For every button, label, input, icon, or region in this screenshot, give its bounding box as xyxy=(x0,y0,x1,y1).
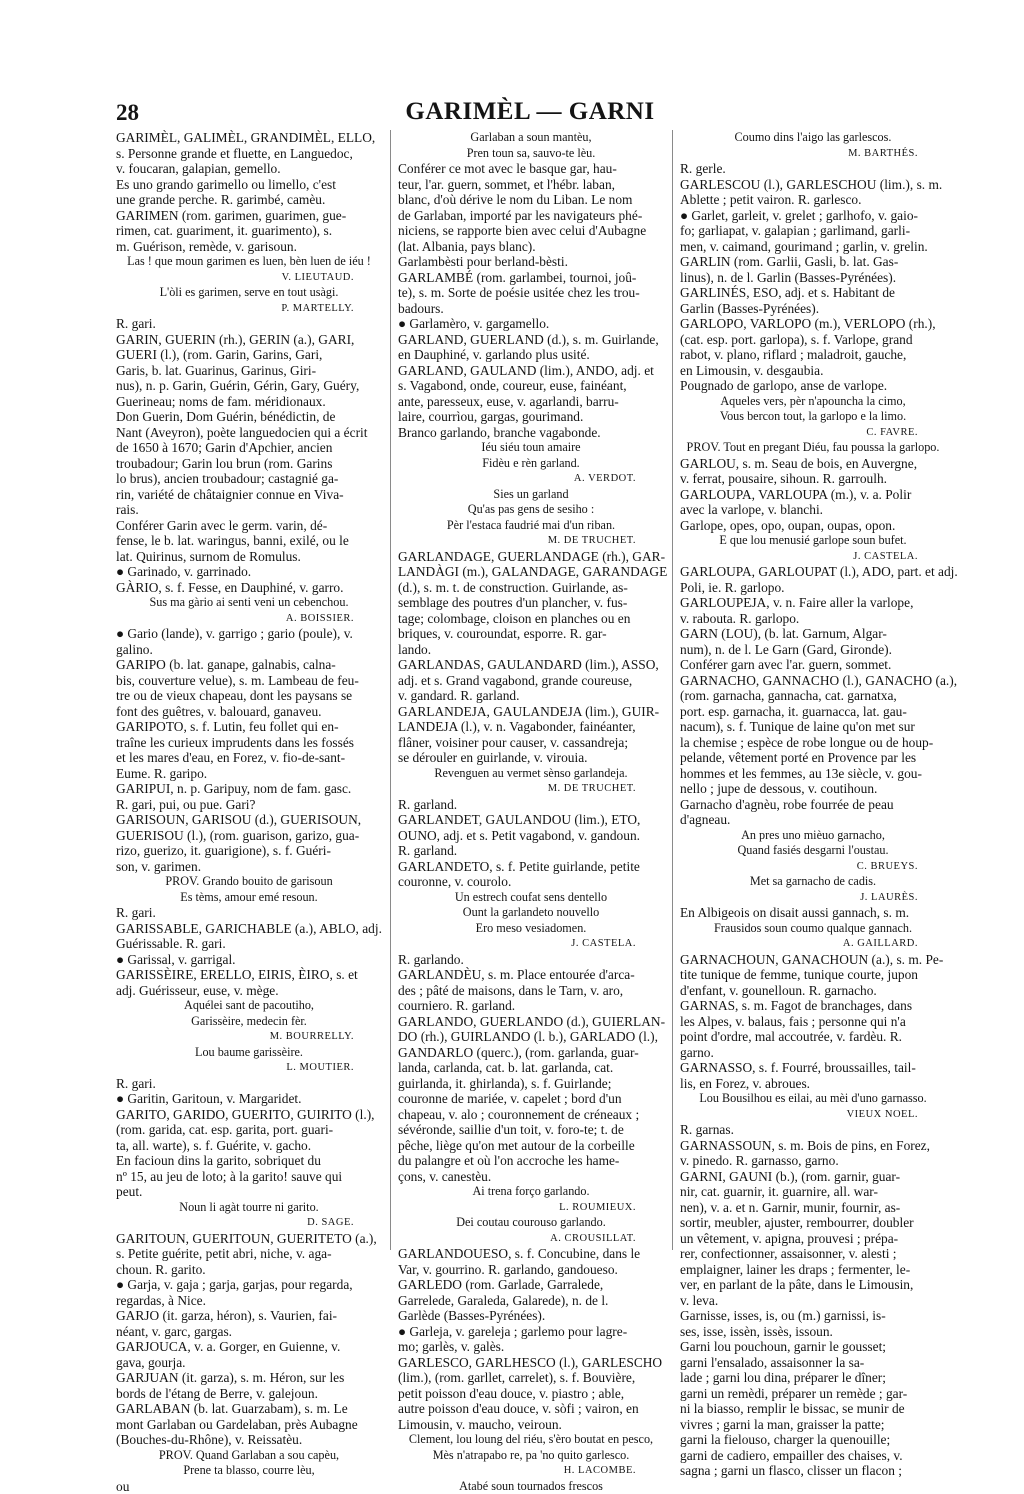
entry-line: GARLANDÈU, s. m. Place entourée d'arca- xyxy=(398,967,664,983)
quotation-author: C. FAVRE. xyxy=(680,425,946,441)
entry-line: GARIMEN (rom. garimen, guarimen, gue- xyxy=(116,208,382,224)
entry-line: Garnacho d'agnèu, robe fourrée de peau xyxy=(680,797,946,813)
entry-line: teur, l'ar. guern, sommet, et l'hébr. laban, xyxy=(398,177,664,193)
entry-line: GARLAND, GUERLAND (d.), s. m. Guirlande, xyxy=(398,332,664,348)
entry-line: emplaigner, lainer les draps ; fermenter, le- xyxy=(680,1262,946,1278)
quotation-line: Fidèu e rèn garland. xyxy=(398,456,664,472)
quotation-author: J. LAURÈS. xyxy=(680,890,946,906)
entry-line: çons, v. canestèu. xyxy=(398,1169,664,1185)
entry-line: num), n. de l. Le Garn (Gard, Gironde). xyxy=(680,642,946,658)
entry-line: Garlède (Basses-Pyrénées). xyxy=(398,1308,664,1324)
entry-line: garni l'ensalado, assaisonner la sa- xyxy=(680,1355,946,1371)
quotation-line: Garissèire, medecin fèr. xyxy=(116,1014,382,1030)
entry-line: linus), n. de l. Garlin (Basses-Pyrénées). xyxy=(680,270,946,286)
entry-line: ante, paresseux, euse, v. agarlandi, barru- xyxy=(398,394,664,410)
entry-line: R. garlando. xyxy=(398,952,664,968)
entry-line: rabot, v. plano, riflard ; maladroit, gauche, xyxy=(680,347,946,363)
entry-line: GARLOU, s. m. Seau de bois, en Auvergne, xyxy=(680,456,946,472)
entry-line: GÀRIO, s. f. Fesse, en Dauphiné, v. garro. xyxy=(116,580,382,596)
entry-line: GARLEDO (rom. Garlade, Garralede, xyxy=(398,1277,664,1293)
entry-line: ou xyxy=(116,1479,382,1494)
entry-line: briques, v. couroundat, esporre. R. gar- xyxy=(398,626,664,642)
entry-line: Poli, ie. R. garlopo. xyxy=(680,580,946,596)
entry-line: nus), n. p. Garin, Guérin, Gérin, Gary, Guéry, xyxy=(116,378,382,394)
entry-line: m. Guérison, remède, v. garisoun. xyxy=(116,239,382,255)
running-title: GARIMÈL — GARNI xyxy=(116,98,944,126)
entry-line: GARLAMBÉ (rom. garlambei, tournoi, joû- xyxy=(398,270,664,286)
entry-line: nacum), s. f. Tunique de laine qu'on met sur xyxy=(680,719,946,735)
entry-line: (lat. Albania, pays blanc). xyxy=(398,239,664,255)
entry-line: bords de l'étang de Berre, v. galejoun. xyxy=(116,1386,382,1402)
entry-line: Guérissable. R. gari. xyxy=(116,936,382,952)
quotation-line: Un estrech coufat sens dentello xyxy=(398,890,664,906)
entry-line: garni la fielouso, charger la quenouille; xyxy=(680,1432,946,1448)
entry-line: s. Vagabond, onde, coureur, euse, fainéant, xyxy=(398,378,664,394)
column-divider xyxy=(672,130,673,1250)
entry-line: v. rabouta. R. garlopo. xyxy=(680,611,946,627)
quotation-line: Pèr l'estaca faudrié mai d'un riban. xyxy=(398,518,664,534)
entry-line: ver, en parlant de la pâte, dans le Limousin, xyxy=(680,1277,946,1293)
quotation-line: Coumo dins l'aigo las garlescos. xyxy=(680,130,946,146)
entry-line: en Limousin, v. desgaubia. xyxy=(680,363,946,379)
quotation-author: L. ROUMIEUX. xyxy=(398,1200,664,1216)
entry-line: rimen, cat. guariment, it. guarimento), s. xyxy=(116,223,382,239)
quotation-line: Frausidos soun coumo qualque gannach. xyxy=(680,921,946,937)
entry-line: GARLOUPEJA, v. n. Faire aller la varlope, xyxy=(680,595,946,611)
entry-line: Don Guerin, Dom Guérin, bénédictin, de xyxy=(116,409,382,425)
entry-line: du palangre et où l'on accroche les hame- xyxy=(398,1153,664,1169)
entry-line: pêche, liège qu'on met autour de la corbeille xyxy=(398,1138,664,1154)
quotation-author: L. MOUTIER. xyxy=(116,1060,382,1076)
entry-line: port. esp. garnacha, it. guarnacca, lat. gau- xyxy=(680,704,946,720)
quotation-author: M. DE TRUCHET. xyxy=(398,533,664,549)
quotation-line: PROV. Quand Garlaban a sou capèu, xyxy=(116,1448,382,1464)
entry-line: lat. Quirinus, surnom de Romulus. xyxy=(116,549,382,565)
entry-line: d'agneau. xyxy=(680,812,946,828)
quotation-line: Dei coutau courouso garlando. xyxy=(398,1215,664,1231)
entry-line: blanc, d'où dérive le nom du Liban. Le nom xyxy=(398,192,664,208)
quotation-line: Qu'as pas gens de sesiho : xyxy=(398,502,664,518)
entry-line: tre ou de vieux chapeau, dont les paysans se xyxy=(116,688,382,704)
entry-line: GARN (LOU), (b. lat. Garnum, Algar- xyxy=(680,626,946,642)
entry-line: v. ferrat, pousaire, sihoun. R. garroulh. xyxy=(680,471,946,487)
entry-line: ● Garinado, v. garrinado. xyxy=(116,564,382,580)
entry-line: GARIPOTO, s. f. Lutin, feu follet qui en- xyxy=(116,719,382,735)
quotation-line: Quand fasiés desgarni l'oustau. xyxy=(680,843,946,859)
quotation-line: PROV. Tout en pregant Diéu, fau poussa la garlopo. xyxy=(680,440,946,456)
entry-line: GARNACHOUN, GANACHOUN (a.), s. m. Pe- xyxy=(680,952,946,968)
entry-line: GARLOPO, VARLOPO (m.), VERLOPO (rh.), xyxy=(680,316,946,332)
quotation-author: J. CASTELA. xyxy=(398,936,664,952)
quotation-author: J. CASTELA. xyxy=(680,549,946,565)
entry-line: Nant (Aveyron), poète languedocien qui a écrit xyxy=(116,425,382,441)
quotation-author: D. SAGE. xyxy=(116,1215,382,1231)
entry-line: mont Garlaban ou Gardelaban, près Aubagne xyxy=(116,1417,382,1433)
quotation-line: PROV. Grando bouito de garisoun xyxy=(116,874,382,890)
entry-line: son, v. garimen. xyxy=(116,859,382,875)
quotation-line: Sies un garland xyxy=(398,487,664,503)
entry-line: Ablette ; petit vairon. R. garlesco. xyxy=(680,192,946,208)
entry-line: R. gari. xyxy=(116,316,382,332)
quotation-line: Es tèms, amour emé resoun. xyxy=(116,890,382,906)
entry-line: landa, carlanda, cat. b. lat. garlanda, cat. xyxy=(398,1060,664,1076)
entry-line: DO (rh.), GUIRLANDO (l. b.), GARLADO (l.), xyxy=(398,1029,664,1045)
entry-line: Eume. R. garipo. xyxy=(116,766,382,782)
entry-line: GARLANDETO, s. f. Petite guirlande, petite xyxy=(398,859,664,875)
entry-line: s. Personne grande et fluette, en Languedoc, xyxy=(116,146,382,162)
entry-line: une grande perche. R. garimbé, camèu. xyxy=(116,192,382,208)
entry-line: Garlope, opes, opo, oupan, oupas, opon. xyxy=(680,518,946,534)
entry-line: autre poisson d'eau douce, v. sòfi ; vairon, en xyxy=(398,1401,664,1417)
entry-line: GARLANDET, GAULANDOU (lim.), ETO, xyxy=(398,812,664,828)
entry-line: nir, cat. guarnir, it. guarnire, all. war- xyxy=(680,1184,946,1200)
entry-line: R. gerle. xyxy=(680,161,946,177)
entry-line: galino. xyxy=(116,642,382,658)
entry-line: d'enfant, v. gounelloun. R. garnacho. xyxy=(680,983,946,999)
entry-line: mo; garlès, v. galès. xyxy=(398,1339,664,1355)
entry-line: GARLANDAS, GAULANDARD (lim.), ASSO, xyxy=(398,657,664,673)
entry-line: ● Garlet, garleit, v. grelet ; garlhofo, v. gaio- xyxy=(680,208,946,224)
entry-line: v. leva. xyxy=(680,1293,946,1309)
entry-line: (rom. garnacha, gannacha, cat. garnatxa, xyxy=(680,688,946,704)
entry-line: Conférer Garin avec le germ. varin, dé- xyxy=(116,518,382,534)
entry-line: gava, gourja. xyxy=(116,1355,382,1371)
entry-line: Garis, b. lat. Guarinus, Garinus, Giri- xyxy=(116,363,382,379)
entry-line: (lim.), (rom. garllet, carrelet), s. f. Bouvière, xyxy=(398,1370,664,1386)
entry-line: GARNAS, s. m. Fagot de branchages, dans xyxy=(680,998,946,1014)
entry-line: sagna ; garni un flasco, clisser un flacon ; xyxy=(680,1463,946,1479)
entry-line: GARISSÈIRE, ERELLO, EIRIS, ÈIRO, s. et xyxy=(116,967,382,983)
entry-line: GARNASSO, s. f. Fourré, broussailles, tail- xyxy=(680,1060,946,1076)
entry-line: Limousin, v. maucho, veiroun. xyxy=(398,1417,664,1433)
entry-line: ● Gario (lande), v. garrigo ; gario (poule), v. xyxy=(116,626,382,642)
entry-line: nen), v. a. et n. Garnir, munir, fournir, as- xyxy=(680,1200,946,1216)
entry-line: petit poisson d'eau douce, v. piastro ; able, xyxy=(398,1386,664,1402)
entry-line: Conférer garn avec l'ar. guern, sommet. xyxy=(680,657,946,673)
entry-line: rizo, guerizo, it. guarigione), s. f. Guéri- xyxy=(116,843,382,859)
quotation-line: Aquélei sant de pacoutiho, xyxy=(116,998,382,1014)
entry-line: les Alpes, v. balaus, fais ; personne qui n'a xyxy=(680,1014,946,1030)
entry-line: Garlin (Basses-Pyrénées). xyxy=(680,301,946,317)
entry-line: pelande, vêtement porté en Provence par les xyxy=(680,750,946,766)
quotation-author: A. GAILLARD. xyxy=(680,936,946,952)
entry-line: (rom. garida, cat. esp. garita, port. guari- xyxy=(116,1122,382,1138)
entry-line: adj. Guérisseur, euse, v. mège. xyxy=(116,983,382,999)
quotation-author: M. DE TRUCHET. xyxy=(398,781,664,797)
entry-line: néant, v. garc, gargas. xyxy=(116,1324,382,1340)
quotation-line: Met sa garnacho de cadis. xyxy=(680,874,946,890)
quotation-author: C. BRUEYS. xyxy=(680,859,946,875)
entry-line: ● Garlamèro, v. gargamello. xyxy=(398,316,664,332)
entry-line: GARIPUI, n. p. Garipuy, nom de fam. gasc. xyxy=(116,781,382,797)
entry-line: GARNASSOUN, s. m. Bois de pins, en Forez, xyxy=(680,1138,946,1154)
entry-line: GUERI (l.), (rom. Garin, Garins, Gari, xyxy=(116,347,382,363)
entry-line: guirlanda, it. ghirlanda), s. f. Guirlande; xyxy=(398,1076,664,1092)
entry-line: fo; garliapat, v. galapian ; garlimand, garli- xyxy=(680,223,946,239)
quotation-author: P. MARTELLY. xyxy=(116,301,382,317)
entry-line: GARLANDEJA, GAULANDEJA (lim.), GUIR- xyxy=(398,704,664,720)
entry-line: Garnisse, isses, is, ou (m.) garnissi, is- xyxy=(680,1308,946,1324)
entry-line: R. garnas. xyxy=(680,1122,946,1138)
quotation-line: Revenguen au vermet sènso garlandeja. xyxy=(398,766,664,782)
entry-line: bis, couverture velue), s. m. Lambeau de feu- xyxy=(116,673,382,689)
entry-line: GARLANDAGE, GUERLANDAGE (rh.), GAR- xyxy=(398,549,664,565)
entry-line: garni de cadiero, empailler des chaises, v. xyxy=(680,1448,946,1464)
entry-line: Branco garlando, branche vagabonde. xyxy=(398,425,664,441)
entry-line: courniero. R. garland. xyxy=(398,998,664,1014)
entry-line: Es uno grando garimello ou limello, c'est xyxy=(116,177,382,193)
entry-line: R. garland. xyxy=(398,843,664,859)
entry-line: Garni lou pouchoun, garnir le gousset; xyxy=(680,1339,946,1355)
entry-line: Pougnado de garlopo, anse de varlope. xyxy=(680,378,946,394)
entry-line: regardas, à Nice. xyxy=(116,1293,382,1309)
entry-line: En Albigeois on disait aussi gannach, s. m. xyxy=(680,905,946,921)
entry-line: niciens, se rapporte bien avec celui d'Aubagne xyxy=(398,223,664,239)
quotation-author: A. CROUSILLAT. xyxy=(398,1231,664,1247)
quotation-line: Noun li agàt tourre ni garito. xyxy=(116,1200,382,1216)
entry-line: En facioun dins la garito, sobriquet du xyxy=(116,1153,382,1169)
entry-line: LANDEJA (l.), v. n. Vagabonder, fainéanter, xyxy=(398,719,664,735)
entry-line: Conférer ce mot avec le basque gar, hau- xyxy=(398,161,664,177)
quotation-line: Ai trena forço garlando. xyxy=(398,1184,664,1200)
entry-line: point d'ordre, mal accoutrée, v. fardèu. R. xyxy=(680,1029,946,1045)
entry-line: GARLOUPA, GARLOUPAT (l.), ADO, part. et adj. xyxy=(680,564,946,580)
entry-line: lis, en Forez, v. abroues. xyxy=(680,1076,946,1092)
entry-line: GARLANDO, GUERLANDO (d.), GUIERLAN- xyxy=(398,1014,664,1030)
entry-line: adj. et s. Grand vagabond, grande coureuse, xyxy=(398,673,664,689)
entry-line: ● Garleja, v. gareleja ; garlemo pour lagre- xyxy=(398,1324,664,1340)
entry-line: garno. xyxy=(680,1045,946,1061)
entry-line: GARIPO (b. lat. ganape, galnabis, calna- xyxy=(116,657,382,673)
entry-line: GARLANDOUESO, s. f. Concubine, dans le xyxy=(398,1246,664,1262)
entry-line: choun. R. garito. xyxy=(116,1262,382,1278)
entry-line: ni la biasso, remplir le bissac, se munir de xyxy=(680,1401,946,1417)
entry-line: font des guêtres, v. balouard, ganaveu. xyxy=(116,704,382,720)
entry-line: (d.), s. m. t. de construction. Guirlande, as- xyxy=(398,580,664,596)
entry-line: ses, isse, issèn, issès, issoun. xyxy=(680,1324,946,1340)
entry-line: R. gari. xyxy=(116,905,382,921)
entry-line: rin, variété de châtaignier connue en Viva- xyxy=(116,487,382,503)
entry-line: GARISSABLE, GARICHABLE (a.), ABLO, adj. xyxy=(116,921,382,937)
entry-line: tage; colombage, cloison en planches ou en xyxy=(398,611,664,627)
entry-line: tite tunique de femme, tunique courte, jupon xyxy=(680,967,946,983)
dictionary-columns xyxy=(116,130,946,1250)
quotation-author: A. VERDOT. xyxy=(398,471,664,487)
quotation-author: A. BOISSIER. xyxy=(116,611,382,627)
entry-line: R. gari, pui, ou pue. Gari? xyxy=(116,797,382,813)
entry-line: flâner, voisiner pour causer, v. cassandreja; xyxy=(398,735,664,751)
quotation-author: V. LIEUTAUD. xyxy=(116,270,382,286)
entry-line: hommes et les femmes, au 13e siècle, v. gou- xyxy=(680,766,946,782)
entry-line: peut. xyxy=(116,1184,382,1200)
entry-line: ● Garissal, v. garrigal. xyxy=(116,952,382,968)
quotation-author: H. LACOMBE. xyxy=(398,1463,664,1479)
column-divider xyxy=(390,130,391,1250)
entry-line: s. Petite guérite, petit abri, niche, v. aga- xyxy=(116,1246,382,1262)
quotation-line: Lou Bousilhou es eilai, au mèi d'uno garnasso. xyxy=(680,1091,946,1107)
quotation-line: Sus ma gàrio ai senti veni un cebenchou. xyxy=(116,595,382,611)
entry-line: GARIN, GUERIN (rh.), GERIN (a.), GARI, xyxy=(116,332,382,348)
entry-line: de 1650 à 1670; Garin d'Apchier, ancien xyxy=(116,440,382,456)
entry-line: lade ; garni lou dina, préparer le dîner; xyxy=(680,1370,946,1386)
quotation-line: Clement, lou loung del riéu, s'èro boutat en pesco, xyxy=(398,1432,664,1448)
entry-line: GARLIN (rom. Garlii, Gasli, b. lat. Gas- xyxy=(680,254,946,270)
quotation-line: An pres uno mièuo garnacho, xyxy=(680,828,946,844)
entry-line: en Dauphiné, v. garlando plus usité. xyxy=(398,347,664,363)
column-right xyxy=(680,130,946,1250)
entry-line: Var, v. gourrino. R. garlando, gandoueso. xyxy=(398,1262,664,1278)
entry-line: GARLABAN (b. lat. Guarzabam), s. m. Le xyxy=(116,1401,382,1417)
entry-line: traîne les curieux imprudents dans les fossés xyxy=(116,735,382,751)
entry-line: lando. xyxy=(398,642,664,658)
entry-line: v. pinedo. R. garnasso, garno. xyxy=(680,1153,946,1169)
entry-line: (Bouches-du-Rhône), v. Reissatèu. xyxy=(116,1432,382,1448)
entry-line: v. foucaran, galapian, gemello. xyxy=(116,161,382,177)
entry-line: de Garlaban, importé par les navigateurs phé- xyxy=(398,208,664,224)
entry-line: la chemise ; espèce de robe longue ou de houp- xyxy=(680,735,946,751)
entry-line: garni un remèdi, préparer un remède ; gar- xyxy=(680,1386,946,1402)
entry-line: GARLESCOU (l.), GARLESCHOU (lim.), s. m. xyxy=(680,177,946,193)
entry-line: v. gandard. R. garland. xyxy=(398,688,664,704)
quotation-line: Ount la garlandeto nouvello xyxy=(398,905,664,921)
entry-line: men, v. caimand, gourimand ; garlin, v. grelin. xyxy=(680,239,946,255)
quotation-author: VIEUX NOEL. xyxy=(680,1107,946,1123)
entry-line: GARJUAN (it. garza), s. m. Héron, sur les xyxy=(116,1370,382,1386)
entry-line: GARITOUN, GUERITOUN, GUERITETO (a.), xyxy=(116,1231,382,1247)
entry-line: OUNO, adj. et s. Petit vagabond, v. gandoun. xyxy=(398,828,664,844)
entry-line: GARLINÉS, ESO, adj. et s. Habitant de xyxy=(680,285,946,301)
quotation-line: Las ! que moun garimen es luen, bèn luen de iéu ! xyxy=(116,254,382,270)
entry-line: sortir, meubler, ajuster, rembourrer, doubler xyxy=(680,1215,946,1231)
entry-line: GUERISOU (l.), (rom. guarison, garizo, gua- xyxy=(116,828,382,844)
quotation-line: Prene ta blasso, courre lèu, xyxy=(116,1463,382,1479)
quotation-line: Lou baume garissèire. xyxy=(116,1045,382,1061)
entry-line: ● Garja, v. gaja ; garja, garjas, pour regarda, xyxy=(116,1277,382,1293)
quotation-author: M. BOURRELLY. xyxy=(116,1029,382,1045)
quotation-line: Ero meso vesiadomen. xyxy=(398,921,664,937)
entry-line: Garlambèsti pour berland-bèsti. xyxy=(398,254,664,270)
entry-line: couronne de mariée, v. capelet ; bord d'un xyxy=(398,1091,664,1107)
entry-line: GANDARLO (querc.), (rom. garlanda, guar- xyxy=(398,1045,664,1061)
entry-line: et les mares d'eau, en Forez, v. fio-de-sant- xyxy=(116,750,382,766)
quotation-line: Iéu siéu toun amaire xyxy=(398,440,664,456)
entry-line: nº 15, au jeu de loto; à la garito! sauve qui xyxy=(116,1169,382,1185)
entry-line: GARLOUPA, VARLOUPA (m.), v. a. Polir xyxy=(680,487,946,503)
entry-line: semblage des poutres d'un plancher, v. fus- xyxy=(398,595,664,611)
entry-line: GARISOUN, GARISOU (d.), GUERISOUN, xyxy=(116,812,382,828)
entry-line: rer, confectionner, assaisonner, v. alesti ; xyxy=(680,1246,946,1262)
column-left xyxy=(116,130,382,1250)
quotation-line: E que lou menusié garlope soun bufet. xyxy=(680,533,946,549)
entry-line: couronne, v. courolo. xyxy=(398,874,664,890)
quotation-line: Mès n'atrapabo re, pa 'no quito garlesco. xyxy=(398,1448,664,1464)
entry-line: badours. xyxy=(398,301,664,317)
entry-line: se dérouler en guirlande, v. virouia. xyxy=(398,750,664,766)
entry-line: lo brus), ancien troubadour; castagnié ga- xyxy=(116,471,382,487)
entry-line: GARIMÈL, GALIMÈL, GRANDIMÈL, ELLO, xyxy=(116,130,382,146)
entry-line: laire, courrìou, gargas, gourimand. xyxy=(398,409,664,425)
entry-line: te), s. m. Sorte de poésie usitée chez les trou- xyxy=(398,285,664,301)
entry-line: GARJO (it. garza, héron), s. Vaurien, fai- xyxy=(116,1308,382,1324)
entry-line: GARITO, GARIDO, GUERITO, GUIRITO (l.), xyxy=(116,1107,382,1123)
quotation-author: M. BARTHÉS. xyxy=(680,146,946,162)
quotation-line: Atabé soun tournados frescos xyxy=(398,1479,664,1494)
entry-line: nello ; jupe de dessous, v. coutihoun. xyxy=(680,781,946,797)
quotation-line: Pren toun sa, sauvo-te lèu. xyxy=(398,146,664,162)
entry-line: fense, le b. lat. waringus, banni, exilé, ou le xyxy=(116,533,382,549)
quotation-line: Vous bercon tout, la garlopo e la limo. xyxy=(680,409,946,425)
entry-line: Garrelede, Garaleda, Galarede), n. de l. xyxy=(398,1293,664,1309)
entry-line: GARJOUCA, v. a. Gorger, en Guienne, v. xyxy=(116,1339,382,1355)
page-header xyxy=(116,98,944,128)
entry-line: ● Garitin, Garitoun, v. Margaridet. xyxy=(116,1091,382,1107)
entry-line: rais. xyxy=(116,502,382,518)
quotation-line: Garlaban a soun mantèu, xyxy=(398,130,664,146)
entry-line: (cat. esp. port. garlopa), s. f. Varlope, grand xyxy=(680,332,946,348)
entry-line: R. garland. xyxy=(398,797,664,813)
entry-line: un vêtement, v. apigna, prouvesi ; prépa- xyxy=(680,1231,946,1247)
entry-line: troubadour; Garin lou brun (rom. Garins xyxy=(116,456,382,472)
entry-line: Guerineau; noms de fam. méridionaux. xyxy=(116,394,382,410)
page-number: 28 xyxy=(116,100,139,126)
column-middle xyxy=(398,130,664,1250)
entry-line: LANDÀGI (m.), GALANDAGE, GARANDAGE xyxy=(398,564,664,580)
entry-line: des ; pâté de maisons, dans le Tarn, v. aro, xyxy=(398,983,664,999)
entry-line: GARLESCO, GARLHESCO (l.), GARLESCHO xyxy=(398,1355,664,1371)
entry-line: sévéronde, saillie d'un toit, v. foro-te; t. de xyxy=(398,1122,664,1138)
entry-line: R. gari. xyxy=(116,1076,382,1092)
entry-line: GARNACHO, GANNACHO (l.), GANACHO (a.), xyxy=(680,673,946,689)
quotation-line: L'òli es garimen, serve en tout usàgi. xyxy=(116,285,382,301)
entry-line: chapeau, v. alo ; couronnement de créneaux ; xyxy=(398,1107,664,1123)
entry-line: GARNI, GAUNI (b.), (rom. garnir, guar- xyxy=(680,1169,946,1185)
entry-line: vivres ; garni la man, graisser la patte; xyxy=(680,1417,946,1433)
entry-line: avec la varlope, v. blanchi. xyxy=(680,502,946,518)
entry-line: GARLAND, GAULAND (lim.), ANDO, adj. et xyxy=(398,363,664,379)
quotation-line: Aqueles vers, pèr n'apouncha la cimo, xyxy=(680,394,946,410)
entry-line: ta, all. warte), s. f. Guérite, v. gacho. xyxy=(116,1138,382,1154)
